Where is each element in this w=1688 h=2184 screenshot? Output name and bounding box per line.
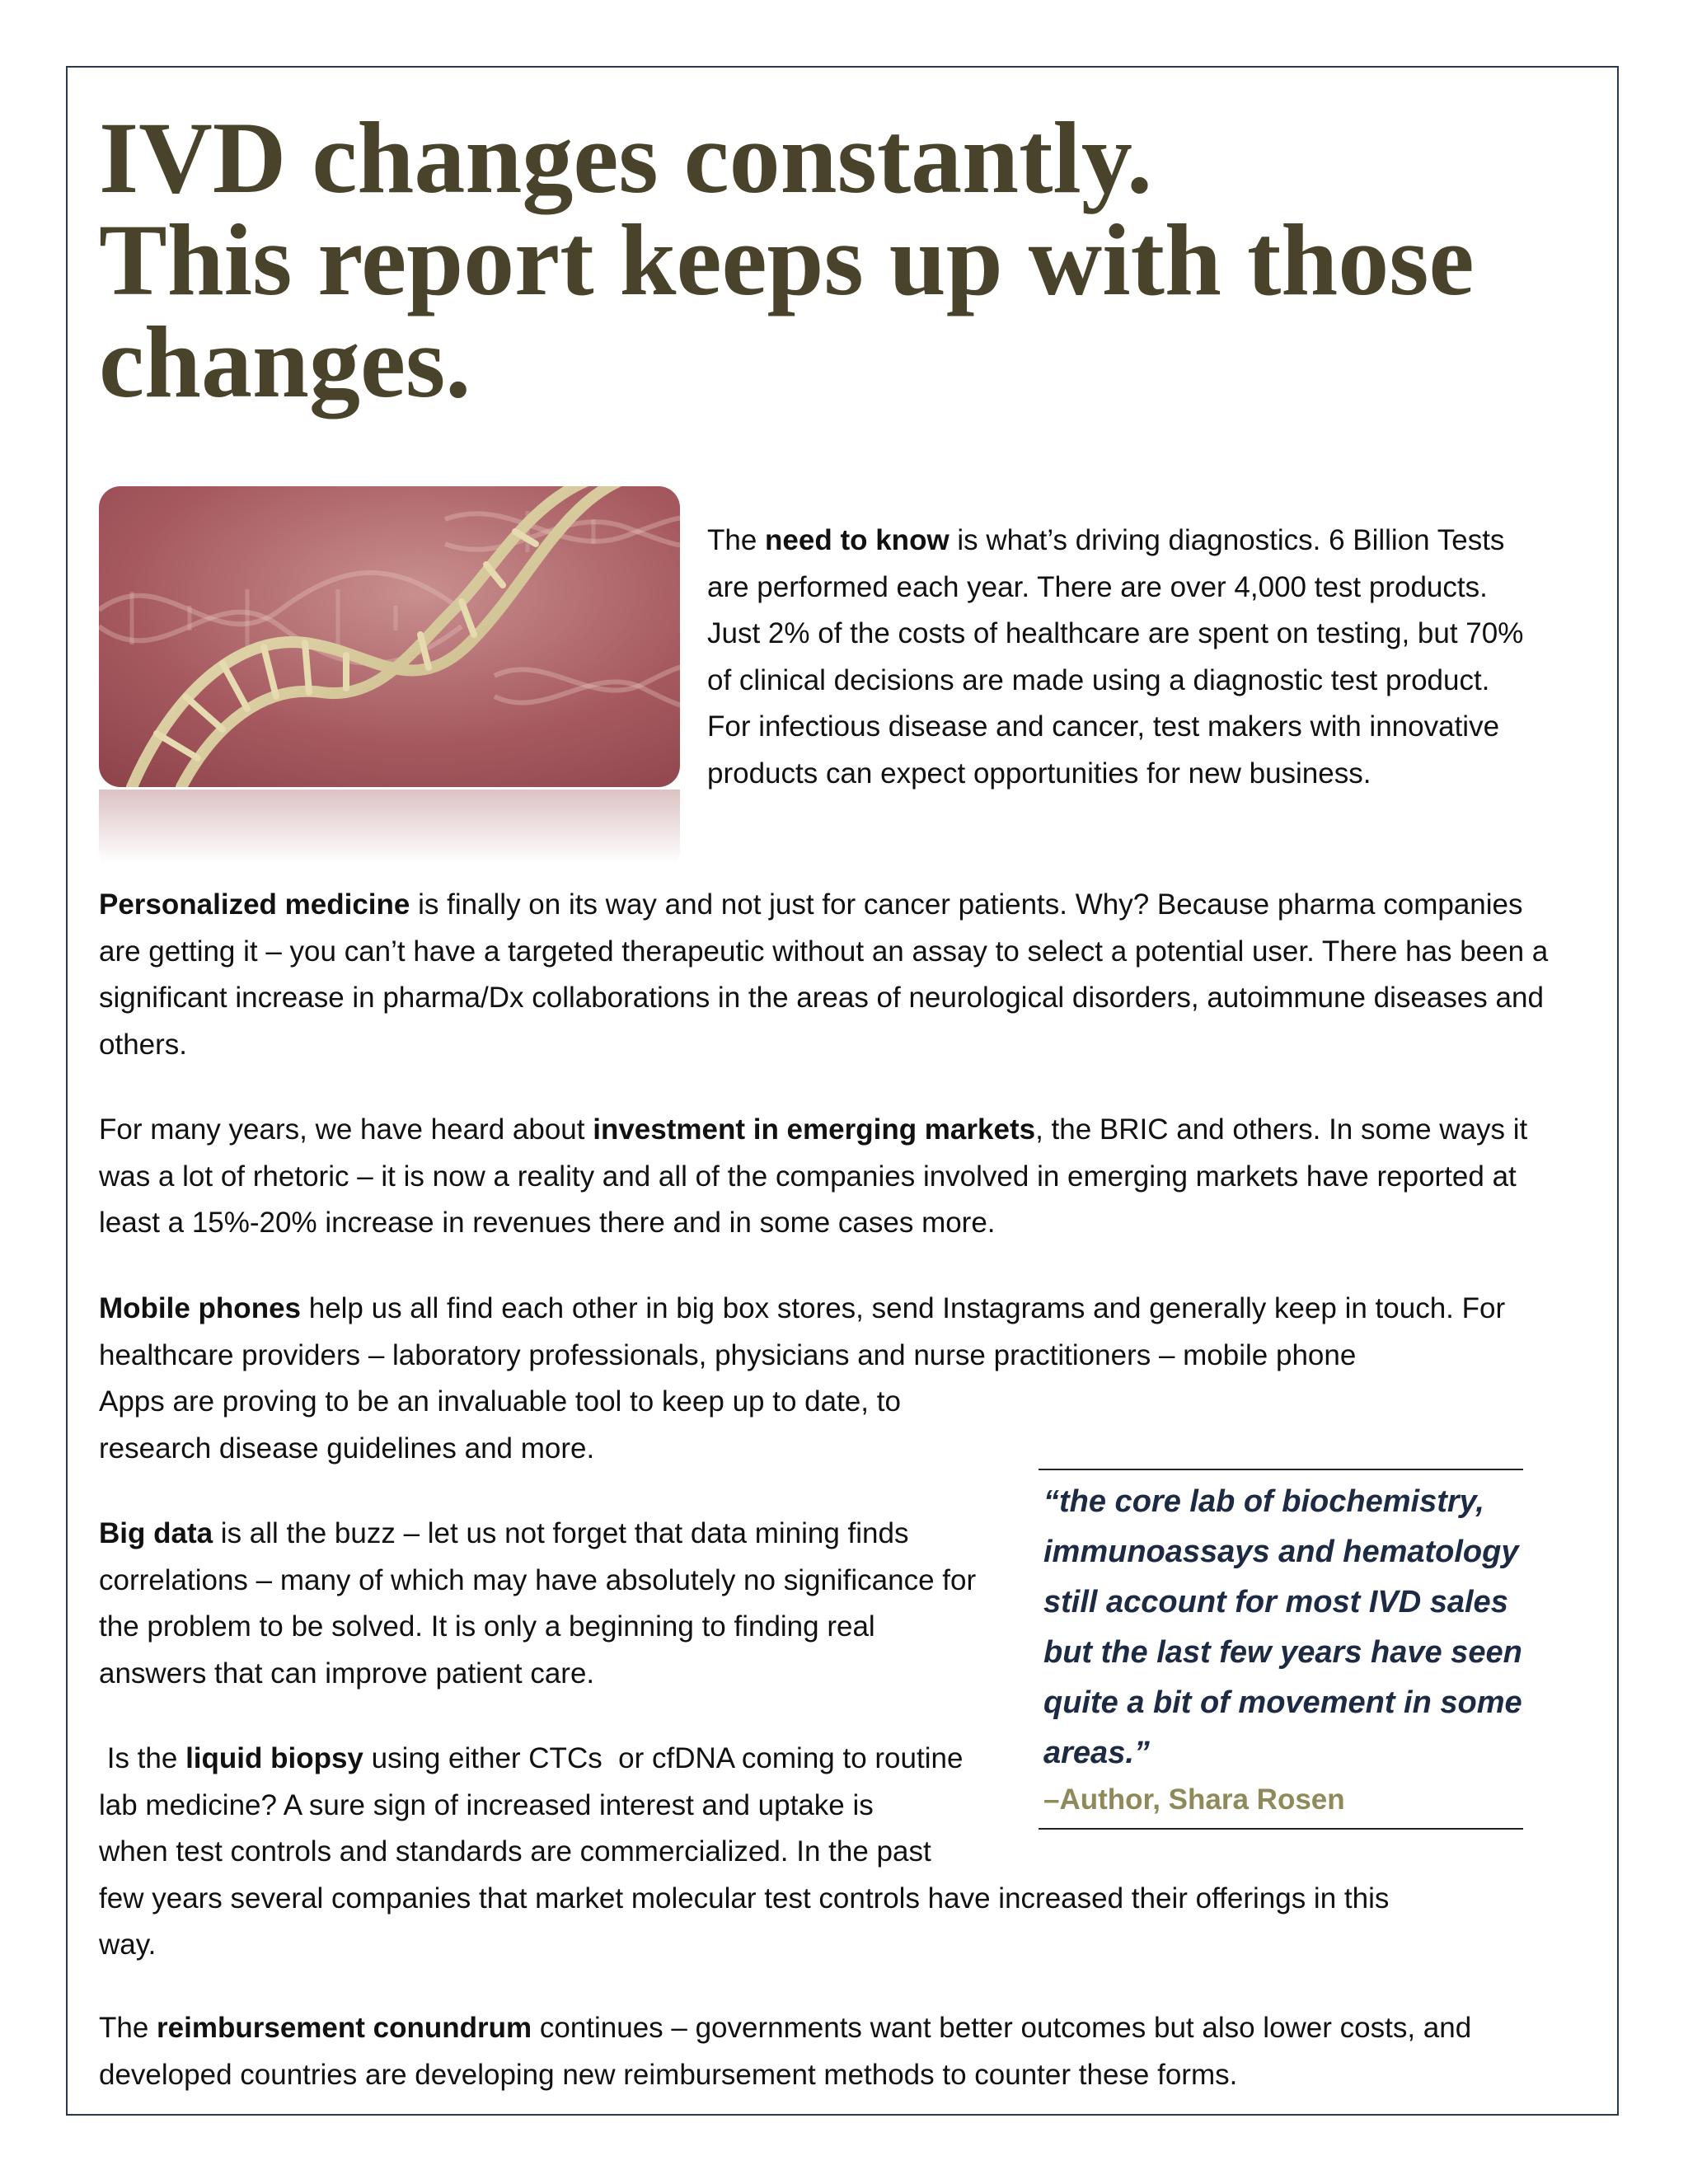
dna-helix-icon [99,486,680,787]
mobile-phones-text: help us all find each other in big box stores, send Instagrams and generally keep in touch. For healthcare providers – laboratory professionals, physicians and nurse practitioners – mobile phone [99,1292,1506,1371]
reimbursement-emphasis: reimbursement conundrum [157,2012,532,2044]
reimbursement-paragraph [99,2005,1566,2098]
dna-image-main [99,486,680,787]
intro-emphasis: need to know [765,524,950,556]
dna-image-reflection [99,790,680,872]
intro-text-start: The [707,524,766,556]
emerging-markets-text: , the BRIC and others. In some ways it was a lot of rhetoric – it is now a reality and all of the companies involved in emerging markets have reported at least a 15%-20% increase in revenues there and in some cases more. [99,1113,1528,1239]
big-data-paragraph [99,1511,989,1697]
liquid-biopsy-text: using either CTCs or cfDNA coming to routine [363,1742,964,1774]
big-data-text: is all the buzz – let us not forget that data mining finds correlations – many of which may have absolutely no significance for the problem to be solved. It is only a beginning to finding real answers that can improve patient care. [99,1517,977,1690]
pull-quote-text: “the core lab of biochemistry, immunoassays and hematology still account for most IVD sales but the last few years have seen quite a bit of movement in some areas.” [1043,1484,1522,1770]
reimbursement-text: continues – governments want better outcomes but also lower costs, and developed countries are developing new reimbursement methods to counter these forms. [99,2012,1472,2091]
liquid-biopsy-text-start: Is the [99,1742,186,1774]
dna-helix-image [99,486,680,874]
emerging-markets-paragraph [99,1107,1566,1247]
headline-line-3: changes. [99,306,471,419]
liquid-biopsy-line-2: lab medicine? A sure sign of increased interest and uptake is [99,1788,874,1821]
mobile-phones-emphasis: Mobile phones [99,1292,301,1324]
mobile-phones-text-continued: Apps are proving to be an invaluable tool to keep up to date, to research disease guidelines and more. [99,1385,901,1465]
reimbursement-text-start: The [99,2012,157,2044]
personalized-medicine-emphasis: Personalized medicine [99,888,410,921]
personalized-medicine-paragraph [99,882,1566,1068]
liquid-biopsy-line-3: when test controls and standards are commercialized. In the past [99,1835,931,1868]
emerging-markets-text-start: For many years, we have heard about [99,1113,593,1146]
liquid-biopsy-emphasis: liquid biopsy [185,1742,363,1774]
emerging-markets-emphasis: investment in emerging markets [593,1113,1036,1146]
pull-quote [1039,1469,1523,1830]
headline-line-1: IVD changes constantly. [99,101,1153,214]
personalized-medicine-text: is finally on its way and not just for cancer patients. Why? Because pharma companies are getting it – you can’t have a targeted therapeutic without an assay to select a potential user. There has been a significant increase in pharma/Dx collaborations in the areas of neurological disorders, autoimmune diseases and others. [99,888,1549,1061]
big-data-emphasis: Big data [99,1517,213,1549]
pull-quote-author: –Author, Shara Rosen [1043,1783,1345,1816]
liquid-biopsy-line-5: way. [99,1929,157,1961]
mobile-phones-paragraph [99,1286,1566,1472]
headline [99,101,1582,419]
liquid-biopsy-line-4: few years several companies that market molecular test controls have increased their offerings in this [99,1882,1390,1915]
intro-text: is what’s driving diagnostics. 6 Billion Tests are performed each year. There are over 4,000 test products. Just 2% of the costs of healthcare are spent on testing, but 70% of clinical decisions are made using a diagnostic test product. For infectious disease and cancer, test makers with innovative products can expect opportunities for new business. [707,524,1524,790]
headline-line-2: This report keeps up with those [99,204,1475,316]
intro-paragraph [707,518,1540,797]
